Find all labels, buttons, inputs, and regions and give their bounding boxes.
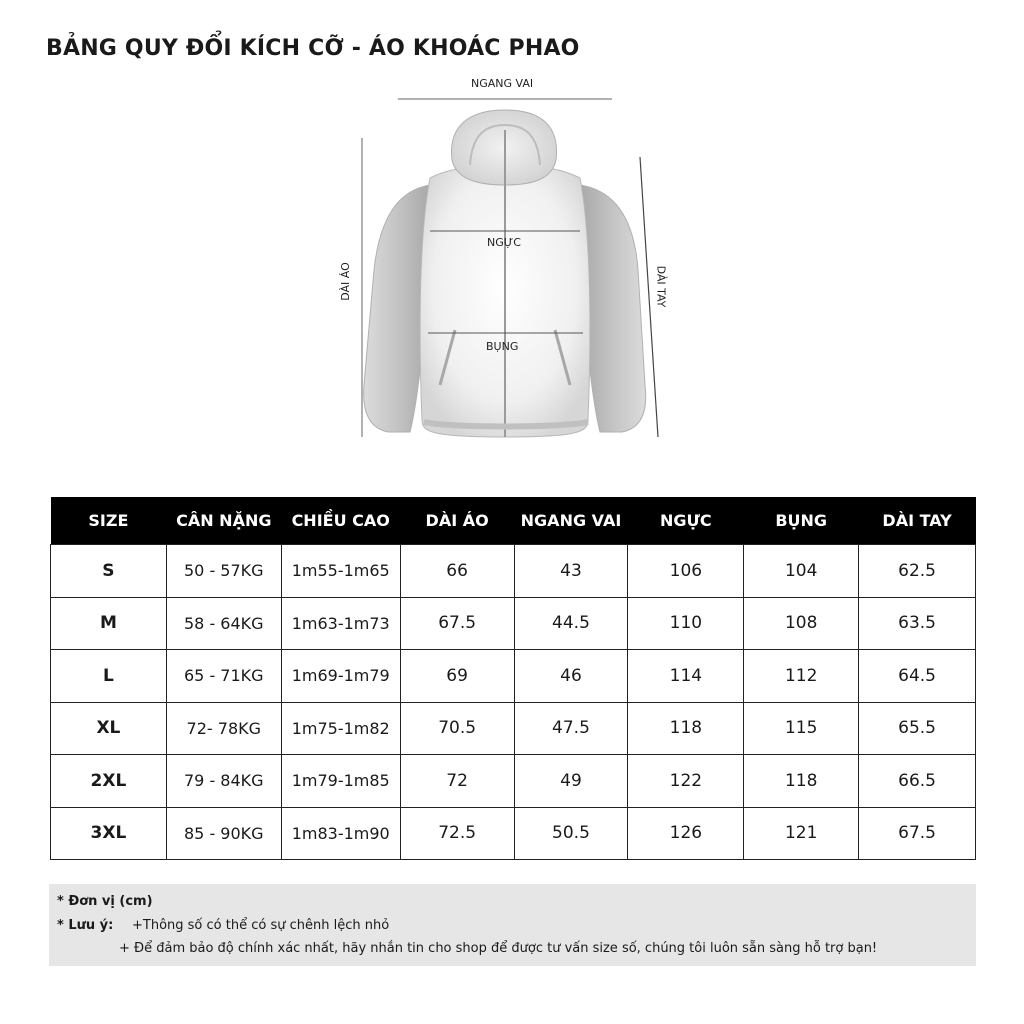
cell-size: 2XL [51, 755, 167, 808]
cell-dai-ao: 72 [400, 755, 514, 808]
cell-nguc: 106 [628, 545, 744, 598]
unit-note: * Đơn vị (cm) [57, 894, 153, 909]
cell-dai-ao: 72.5 [400, 807, 514, 860]
header-nguc: NGỰC [628, 497, 744, 545]
header-can-nang: CÂN NẶNG [166, 497, 281, 545]
header-dai-tay: DÀI TAY [859, 497, 976, 545]
header-size: SIZE [51, 497, 167, 545]
cell-chieu-cao: 1m69-1m79 [281, 650, 400, 703]
table-row [51, 545, 976, 598]
table-header-row [51, 497, 976, 545]
cell-nguc: 118 [628, 702, 744, 755]
table-row [51, 702, 976, 755]
cell-can-nang: 72- 78KG [166, 702, 281, 755]
cell-can-nang: 85 - 90KG [166, 807, 281, 860]
cell-dai-ao: 66 [400, 545, 514, 598]
header-chieu-cao: CHIỀU CAO [281, 497, 400, 545]
cell-bung: 108 [744, 597, 859, 650]
cell-bung: 121 [744, 807, 859, 860]
header-dai-ao: DÀI ÁO [400, 497, 514, 545]
cell-can-nang: 50 - 57KG [166, 545, 281, 598]
notes-box [49, 884, 976, 966]
label-dai-tay: DÀI TAY [654, 265, 668, 308]
note-line-2: + Để đảm bảo độ chính xác nhất, hãy nhắn tin cho shop để được tư vấn size số, chúng tôi luôn sẵn sàng hỗ trợ bạn! [119, 941, 878, 956]
cell-bung: 118 [744, 755, 859, 808]
cell-dai-ao: 69 [400, 650, 514, 703]
cell-can-nang: 79 - 84KG [166, 755, 281, 808]
cell-bung: 115 [744, 702, 859, 755]
cell-ngang-vai: 44.5 [514, 597, 628, 650]
cell-nguc: 122 [628, 755, 744, 808]
cell-can-nang: 58 - 64KG [166, 597, 281, 650]
label-bung: BỤNG [486, 340, 519, 353]
cell-chieu-cao: 1m79-1m85 [281, 755, 400, 808]
cell-ngang-vai: 49 [514, 755, 628, 808]
cell-dai-tay: 62.5 [859, 545, 976, 598]
label-ngang-vai: NGANG VAI [471, 77, 534, 90]
cell-size: XL [51, 702, 167, 755]
cell-dai-tay: 67.5 [859, 807, 976, 860]
jacket-diagram [0, 0, 1024, 470]
cell-ngang-vai: 50.5 [514, 807, 628, 860]
cell-bung: 112 [744, 650, 859, 703]
header-bung: BỤNG [744, 497, 859, 545]
label-dai-ao: DÀI ÁO [338, 262, 352, 301]
cell-size: S [51, 545, 167, 598]
cell-chieu-cao: 1m63-1m73 [281, 597, 400, 650]
cell-size: 3XL [51, 807, 167, 860]
cell-chieu-cao: 1m55-1m65 [281, 545, 400, 598]
cell-nguc: 126 [628, 807, 744, 860]
cell-ngang-vai: 47.5 [514, 702, 628, 755]
cell-size: M [51, 597, 167, 650]
cell-dai-ao: 67.5 [400, 597, 514, 650]
page-title: BẢNG QUY ĐỔI KÍCH CỠ - ÁO KHOÁC PHAO [46, 36, 580, 61]
cell-dai-tay: 64.5 [859, 650, 976, 703]
size-table [50, 497, 976, 860]
cell-dai-tay: 63.5 [859, 597, 976, 650]
cell-dai-tay: 66.5 [859, 755, 976, 808]
header-ngang-vai: NGANG VAI [514, 497, 628, 545]
cell-nguc: 114 [628, 650, 744, 703]
cell-dai-tay: 65.5 [859, 702, 976, 755]
cell-nguc: 110 [628, 597, 744, 650]
cell-ngang-vai: 46 [514, 650, 628, 703]
table-row [51, 755, 976, 808]
cell-ngang-vai: 43 [514, 545, 628, 598]
cell-chieu-cao: 1m75-1m82 [281, 702, 400, 755]
cell-size: L [51, 650, 167, 703]
label-nguc: NGỰC [487, 236, 521, 249]
cell-can-nang: 65 - 71KG [166, 650, 281, 703]
note-label: * Lưu ý: [57, 918, 114, 933]
cell-dai-ao: 70.5 [400, 702, 514, 755]
cell-chieu-cao: 1m83-1m90 [281, 807, 400, 860]
cell-bung: 104 [744, 545, 859, 598]
table-row [51, 597, 976, 650]
table-row [51, 650, 976, 703]
note-line-1: +Thông số có thể có sự chênh lệch nhỏ [132, 918, 390, 933]
table-row [51, 807, 976, 860]
